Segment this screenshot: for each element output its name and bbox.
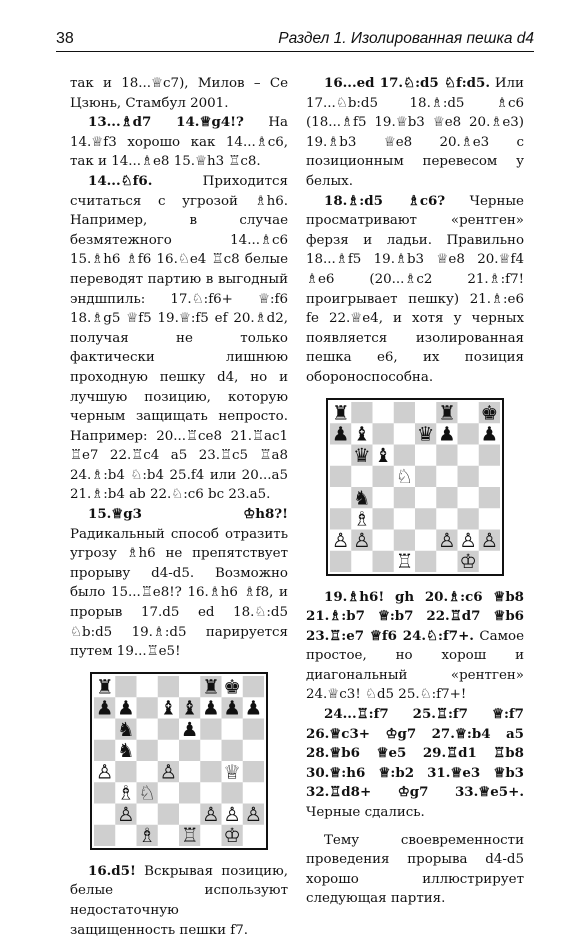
dark-square [94, 740, 115, 761]
chess-piece: ♙ [353, 528, 371, 552]
chess-piece: ♟ [202, 696, 220, 720]
dark-square [415, 508, 436, 529]
chess-piece: ♙ [438, 528, 456, 552]
dark-square [222, 740, 243, 761]
chess-piece: ♚ [223, 675, 241, 699]
chess-piece: ♙ [117, 802, 135, 826]
move-text: 19.♗h6! gh 20.♗:c6 ♕b8 21.♗:b7 ♕:b7 22.♖d7 ♕b6 23.♖:e7 ♕f6 24.♘:f7+. [306, 588, 524, 644]
chess-piece: ♝ [374, 443, 392, 467]
chess-piece: ♘ [395, 464, 414, 488]
right-column [306, 74, 524, 909]
move-text: 16.d5! [88, 862, 136, 879]
chess-piece: ♙ [95, 760, 114, 784]
chess-piece: ♙ [202, 802, 220, 826]
commentary-text: Приходится считаться с угрозой ♗h6. Например, в случае безмятежного 14...♗c6 15.♗h6 ♗f6 16.♘e4 ♖c8 белые переводят партию в выгодный эндшпиль: 17.♘:f6+ ♕:f6 18.♗g5 ♕f5 19.♕:f5 ef 20.♗d2, получая не только фактически лишнюю проходную пешку d4, но и лучшую позицию, которую черным защищать непросто. Например: 20...♖ce8 21.♖ac1 ♖e7 22.♖c4 a5 23.♖c5 ♖a8 24.♗:b4 ♘:b4 25.f4 или 20...a5 21.♗:b4 ab 22.♘:c6 bc 23.a5. [70, 173, 288, 503]
dark-square [158, 676, 179, 697]
dark-square [330, 508, 351, 529]
chess-piece: ♜ [438, 400, 456, 424]
dark-square [373, 465, 394, 486]
paragraph: Тему своевременности проведения прорыва d4-d5 хорошо иллюстрирует следующая партия. [306, 832, 524, 907]
chess-piece: ♝ [159, 696, 178, 720]
section-title: Раздел 1. Изолированная пешка d4 [278, 30, 534, 47]
move-text: 15.♕g3 ♔h8?! [88, 506, 288, 523]
dark-square [115, 676, 136, 697]
chess-piece: ♙ [244, 802, 263, 826]
chess-piece: ♔ [459, 549, 477, 573]
dark-square [137, 697, 158, 718]
running-header [56, 28, 534, 52]
chess-piece: ♞ [117, 717, 135, 741]
commentary-text: Или 17...♘b:d5 18.♗:d5 ♗c6 (18...♗f5 19.♕b3 ♕e8 20.♗e3) 19.♗b3 ♕e8 20.♗e3 с позиционным перевесом у белых. [306, 76, 524, 189]
chess-piece: ♞ [353, 485, 371, 509]
chess-board [90, 672, 268, 850]
chess-piece: ♟ [95, 696, 114, 720]
dark-square [458, 465, 479, 486]
chess-piece: ♚ [480, 400, 499, 424]
chess-piece: ♙ [159, 760, 178, 784]
chess-diagram-right [326, 398, 504, 576]
dark-square [158, 718, 179, 739]
dark-square [415, 465, 436, 486]
dark-square [415, 550, 436, 571]
dark-square [479, 444, 500, 465]
chess-piece: ♟ [331, 422, 350, 446]
header-rule [56, 51, 534, 52]
chess-piece: ♙ [480, 528, 499, 552]
dark-square [179, 782, 200, 803]
dark-square [243, 676, 264, 697]
move-text: 18.♗:d5 ♗c6? [324, 192, 446, 209]
paragraph [306, 705, 524, 823]
move-text: 14...♘f6. [88, 172, 153, 189]
paragraph [70, 172, 288, 505]
chess-piece: ♟ [438, 422, 456, 446]
chess-piece: ♜ [95, 675, 114, 699]
dark-square [222, 782, 243, 803]
chess-piece: ♗ [117, 781, 135, 805]
chess-piece: ♟ [480, 422, 499, 446]
chess-diagram-left [90, 672, 268, 850]
dark-square [394, 529, 415, 550]
move-text: 16...ed 17.♘:d5 ♘f:d5. [324, 75, 491, 91]
chess-piece: ♛ [416, 422, 435, 446]
paragraph [70, 113, 288, 172]
paragraph [306, 588, 524, 706]
dark-square [458, 508, 479, 529]
left-column [70, 74, 288, 940]
dark-square [330, 550, 351, 571]
dark-square [200, 761, 221, 782]
chess-piece: ♜ [202, 675, 220, 699]
chess-board [326, 398, 504, 576]
chess-piece: ♙ [223, 802, 241, 826]
move-text: 24...♖:f7 25.♖:f7 ♕:f7 26.♕c3+ ♔g7 27.♕:b4 a5 28.♕b6 ♕e5 29.♖d1 ♖b8 30.♕:h6 ♕:b2 31.♕e3 ♕b3 32.♖d8+ ♔g7 33.♕e5+. [306, 706, 524, 801]
chess-piece: ♞ [117, 738, 135, 762]
chess-piece: ♗ [138, 823, 156, 847]
dark-square [373, 550, 394, 571]
paragraph [306, 74, 524, 192]
dark-square [394, 402, 415, 423]
paragraph [70, 862, 288, 940]
chess-piece: ♟ [117, 696, 135, 720]
commentary-text: На 14.♕f3 хорошо как 14...♗c6, так и 14...♗e8 15.♕h3 ♖c8. [70, 115, 288, 170]
dark-square [351, 402, 372, 423]
dark-square [394, 487, 415, 508]
dark-square [330, 465, 351, 486]
dark-square [115, 761, 136, 782]
paragraph: так и 18...♕c7), Милов – Се Цзюнь, Стамбул 2001. [70, 76, 288, 111]
dark-square [94, 782, 115, 803]
commentary-text: Радикальный способ отразить угрозу ♗h6 не препятствует прорыву d4-d5. Возможно было 15...♖e8!? 16.♗h6 ♗f8, и прорыв 17.d5 ed 18.♘:d5 ♘b:d5 19.♗:d5 парируется путем 19...♖e5! [70, 526, 288, 660]
chess-piece: ♟ [244, 696, 263, 720]
dark-square [479, 487, 500, 508]
chess-piece: ♙ [459, 528, 477, 552]
chess-piece: ♙ [331, 528, 350, 552]
dark-square [436, 444, 457, 465]
chess-piece: ♔ [223, 823, 241, 847]
dark-square [436, 487, 457, 508]
chess-piece: ♟ [180, 717, 199, 741]
dark-square [394, 444, 415, 465]
chess-piece: ♖ [180, 823, 199, 847]
dark-square [158, 803, 179, 824]
chess-piece: ♗ [353, 507, 371, 531]
paragraph [70, 505, 288, 662]
commentary-text: Самое простое, но хорош и диагональный «рентген» 24.♕c3! ♘d5 25.♘:f7+! [306, 628, 524, 703]
commentary-text: Черные просматривают «рентген» ферзя и ладьи. Правильно 18...♗f5 19.♗b3 ♕e8 20.♕f4 ♗e6 (20...♗c2 21.♗:f7! проигрывает пешку) 21.♗:e6 fe 22.♕e4, и хотя у черных появляется изолированная пешка e6, их позиция обороноспособна. [306, 193, 524, 385]
dark-square [243, 761, 264, 782]
chess-piece: ♟ [223, 696, 241, 720]
commentary-text: Черные сдались. [306, 805, 425, 821]
commentary-text: Вскрывая позицию, белые используют недостаточную защищенность пешки f7. [70, 863, 288, 938]
chess-piece: ♝ [353, 422, 371, 446]
paragraph [306, 192, 524, 388]
dark-square [458, 423, 479, 444]
dark-square [137, 740, 158, 761]
dark-square [243, 718, 264, 739]
chess-piece: ♖ [395, 549, 414, 573]
chess-piece: ♕ [223, 760, 241, 784]
dark-square [94, 825, 115, 846]
chess-piece: ♛ [353, 443, 371, 467]
chess-piece: ♘ [138, 781, 156, 805]
page-number: 38 [56, 30, 74, 47]
dark-square [373, 423, 394, 444]
chess-piece: ♝ [180, 696, 199, 720]
dark-square [179, 740, 200, 761]
dark-square [373, 508, 394, 529]
chess-piece: ♜ [331, 400, 350, 424]
move-text: 13...♗d7 14.♕g4!? [88, 114, 244, 131]
dark-square [200, 718, 221, 739]
